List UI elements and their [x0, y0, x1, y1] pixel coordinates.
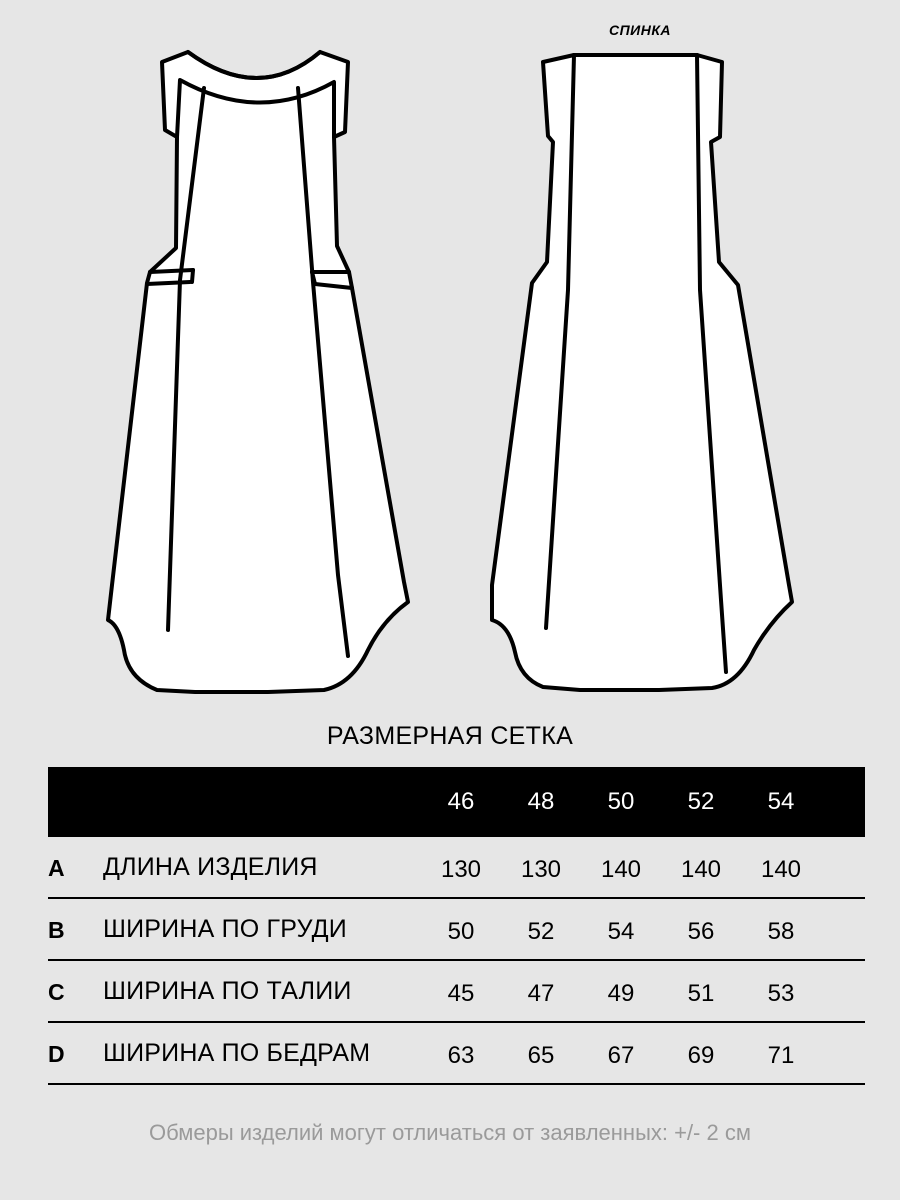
size-header-cell: 54 [767, 788, 795, 815]
value-cell: 130 [520, 856, 562, 883]
value-cell: 51 [687, 980, 715, 1007]
measurement-row-hips [48, 1023, 865, 1085]
size-header-row [48, 767, 865, 837]
value-cell: 140 [760, 856, 802, 883]
row-label: ШИРИНА ПО ТАЛИИ [103, 977, 352, 1005]
row-label: ШИРИНА ПО БЕДРАМ [103, 1039, 371, 1067]
size-chart-table [48, 767, 865, 1085]
value-cell: 69 [687, 1042, 715, 1069]
value-cell: 54 [607, 918, 635, 945]
size-header-cell: 48 [527, 788, 555, 815]
measurement-disclaimer: Обмеры изделий могут отличаться от заявленных: +/- 2 см [149, 1120, 751, 1145]
measurement-row-waist [48, 961, 865, 1023]
value-cell: 65 [527, 1042, 555, 1069]
row-letter: A [48, 855, 65, 881]
row-label: ШИРИНА ПО ГРУДИ [103, 915, 347, 943]
value-cell: 140 [680, 856, 722, 883]
row-letter: D [48, 1041, 65, 1067]
back-view-label: СПИНКА [608, 22, 672, 38]
value-cell: 67 [607, 1042, 635, 1069]
value-cell: 71 [767, 1042, 795, 1069]
measurement-row-chest [48, 899, 865, 961]
size-chart-title: РАЗМЕРНАЯ СЕТКА [326, 722, 574, 750]
value-cell: 140 [600, 856, 642, 883]
value-cell: 47 [527, 980, 555, 1007]
value-cell: 49 [607, 980, 635, 1007]
value-cell: 50 [447, 918, 475, 945]
dress-back-view [492, 55, 792, 690]
size-header-cell: 52 [687, 788, 715, 815]
size-header-cell: 46 [447, 788, 475, 815]
row-letter: B [48, 917, 65, 943]
measurement-row-length [48, 837, 865, 899]
value-cell: 52 [527, 918, 555, 945]
size-header-cell: 50 [607, 788, 635, 815]
value-cell: 56 [687, 918, 715, 945]
value-cell: 130 [440, 856, 482, 883]
value-cell: 58 [767, 918, 795, 945]
dress-front-view [108, 52, 408, 692]
row-label: ДЛИНА ИЗДЕЛИЯ [103, 853, 318, 881]
value-cell: 53 [767, 980, 795, 1007]
row-letter: C [48, 979, 65, 1005]
value-cell: 63 [447, 1042, 475, 1069]
value-cell: 45 [447, 980, 475, 1007]
